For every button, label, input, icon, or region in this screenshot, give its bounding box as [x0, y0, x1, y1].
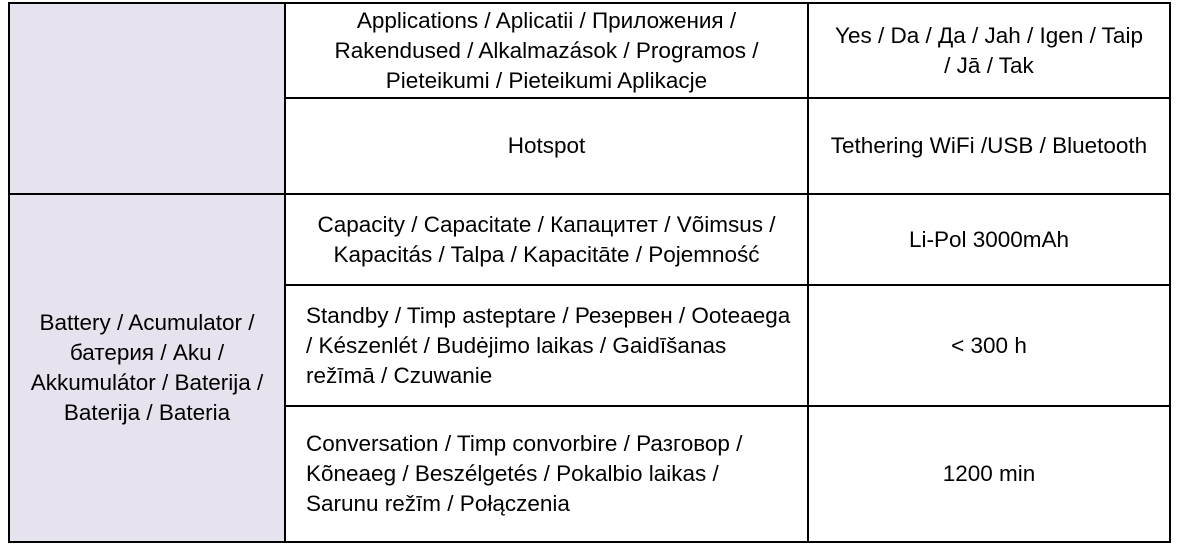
feature-cell: [285, 194, 808, 285]
feature-label: Applications / Aplicatii / Приложения / Rakendused / Alkalmazások / Programos / Pieteikumi / Pieteikumi Aplikacje: [334, 7, 759, 93]
feature-label: Hotspot: [507, 133, 586, 158]
value-label: Tethering WiFi /USB / Bluetooth: [830, 133, 1148, 158]
category-cell: [9, 194, 285, 542]
value-label: < 300 h: [951, 332, 1027, 358]
value-cell: [808, 98, 1170, 194]
value-cell: [808, 406, 1170, 542]
feature-cell: [285, 3, 808, 98]
table-row: [9, 194, 1170, 285]
value-label: Yes / Da / Да / Jah / Igen / Taip / Jā / Tak: [835, 22, 1143, 78]
value-cell: [808, 285, 1170, 406]
value-label: Li-Pol 3000mAh: [908, 226, 1070, 252]
feature-cell: [285, 98, 808, 194]
feature-label: Capacity / Capacitate / Капацитет / Võimsus / Kapacitás / Talpa / Kapacitāte / Pojemność: [317, 211, 776, 267]
feature-label: Conversation / Timp convorbire / Разговор / Kõneaeg / Beszélgetés / Pokalbio laikas / Sarunu režīm / Połączenia: [306, 431, 743, 516]
spec-table: [8, 2, 1171, 543]
category-label: Battery / Acumulator / батерия / Aku / Akkumulátor / Baterija / Baterija / Bateria: [30, 310, 264, 425]
table-row: [9, 3, 1170, 98]
feature-label: Standby / Timp asteptare / Резервен / Ooteaega / Készenlét / Budėjimo laikas / Gaidīšanas režīmā / Czuwanie: [306, 302, 791, 388]
feature-cell: [285, 285, 808, 406]
feature-cell: [285, 406, 808, 542]
value-cell: [808, 194, 1170, 285]
value-cell: [808, 3, 1170, 98]
category-cell: [9, 3, 285, 194]
value-label: 1200 min: [942, 461, 1036, 486]
